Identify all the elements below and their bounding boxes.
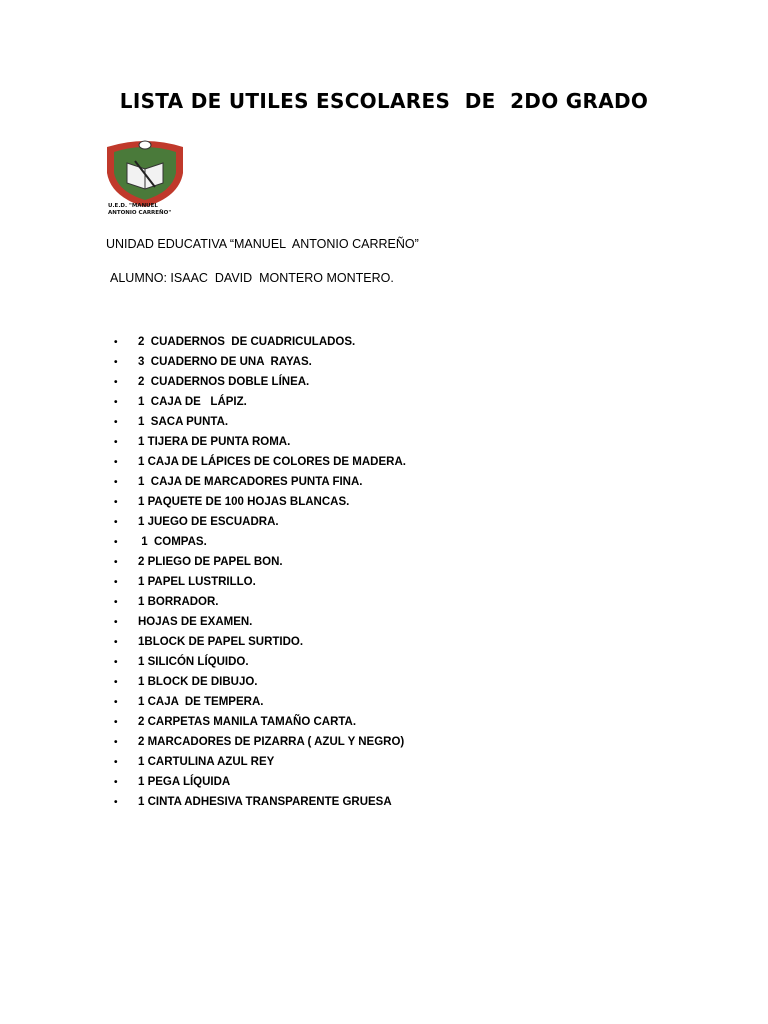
list-item-text: 1 SACA PUNTA. [138,416,229,428]
list-item-text: 1 JUEGO DE ESCUADRA. [138,516,279,528]
bullet-icon: • [114,377,118,388]
logo-caption-line1: U.E.D. "MANUEL [108,203,158,209]
bullet-icon: • [114,537,118,548]
list-item-text: HOJAS DE EXAMEN. [138,616,253,628]
bullet-icon: • [114,357,118,368]
list-item-text: 2 PLIEGO DE PAPEL BON. [138,556,283,568]
bullet-icon: • [114,737,118,748]
bullet-icon: • [114,437,118,448]
bullet-icon: • [114,657,118,668]
lamp-shape [139,141,151,149]
list-item-text: 1 PEGA LÍQUIDA [138,776,231,788]
logo-caption-line2: ANTONIO CARREÑO" [108,210,172,216]
document-title: LISTA DE UTILES ESCOLARES DE 2DO GRADO [119,89,649,113]
list-item-text: 1BLOCK DE PAPEL SURTIDO. [138,636,304,648]
bullet-icon: • [114,497,118,508]
logo-caption [108,203,198,217]
list-item-text: 1 TIJERA DE PUNTA ROMA. [138,436,291,448]
list-item-text: 1 CARTULINA AZUL REY [138,756,275,768]
list-item-text: 1 CINTA ADHESIVA TRANSPARENTE GRUESA [138,796,392,808]
list-item-text: 1 CAJA DE MARCADORES PUNTA FINA. [138,476,363,488]
bullet-icon: • [114,517,118,528]
list-item-text: 1 SILICÓN LÍQUIDO. [138,656,249,668]
bullet-icon: • [114,397,118,408]
list-item-text: 1 PAPEL LUSTRILLO. [138,576,256,588]
bullet-icon: • [114,457,118,468]
bullet-icon: • [114,797,118,808]
list-item-text: 2 MARCADORES DE PIZARRA ( AZUL Y NEGRO) [138,736,405,748]
bullet-icon: • [114,477,118,488]
bullet-icon: • [114,597,118,608]
bullet-icon: • [114,757,118,768]
bullet-icon: • [114,417,118,428]
student-name: ALUMNO: ISAAC DAVID MONTERO MONTERO. [110,271,394,285]
list-item-text: 1 COMPAS. [138,536,207,548]
bullet-icon: • [114,557,118,568]
bullet-icon: • [114,337,118,348]
bullet-icon: • [114,617,118,628]
bullet-icon: • [114,697,118,708]
list-item-text: 1 CAJA DE LÁPICES DE COLORES DE MADERA. [138,456,406,468]
list-item-text: 1 CAJA DE TEMPERA. [138,696,264,708]
list-item-text: 1 PAQUETE DE 100 HOJAS BLANCAS. [138,496,350,508]
list-item-text: 2 CUADERNOS DE CUADRICULADOS. [138,336,356,348]
list-item-text: 1 BORRADOR. [138,596,219,608]
bullet-icon: • [114,577,118,588]
list-item-text: 1 CAJA DE LÁPIZ. [138,396,247,408]
list-item-text: 2 CUADERNOS DOBLE LÍNEA. [138,376,310,388]
bullet-icon: • [114,777,118,788]
bullet-icon: • [114,637,118,648]
bullet-icon: • [114,717,118,728]
school-name: UNIDAD EDUCATIVA “MANUEL ANTONIO CARREÑO” [106,237,419,251]
bullet-icon: • [114,677,118,688]
list-item-text: 2 CARPETAS MANILA TAMAÑO CARTA. [138,716,357,728]
list-item-text: 3 CUADERNO DE UNA RAYAS. [138,356,312,368]
list-item-text: 1 BLOCK DE DIBUJO. [138,676,258,688]
